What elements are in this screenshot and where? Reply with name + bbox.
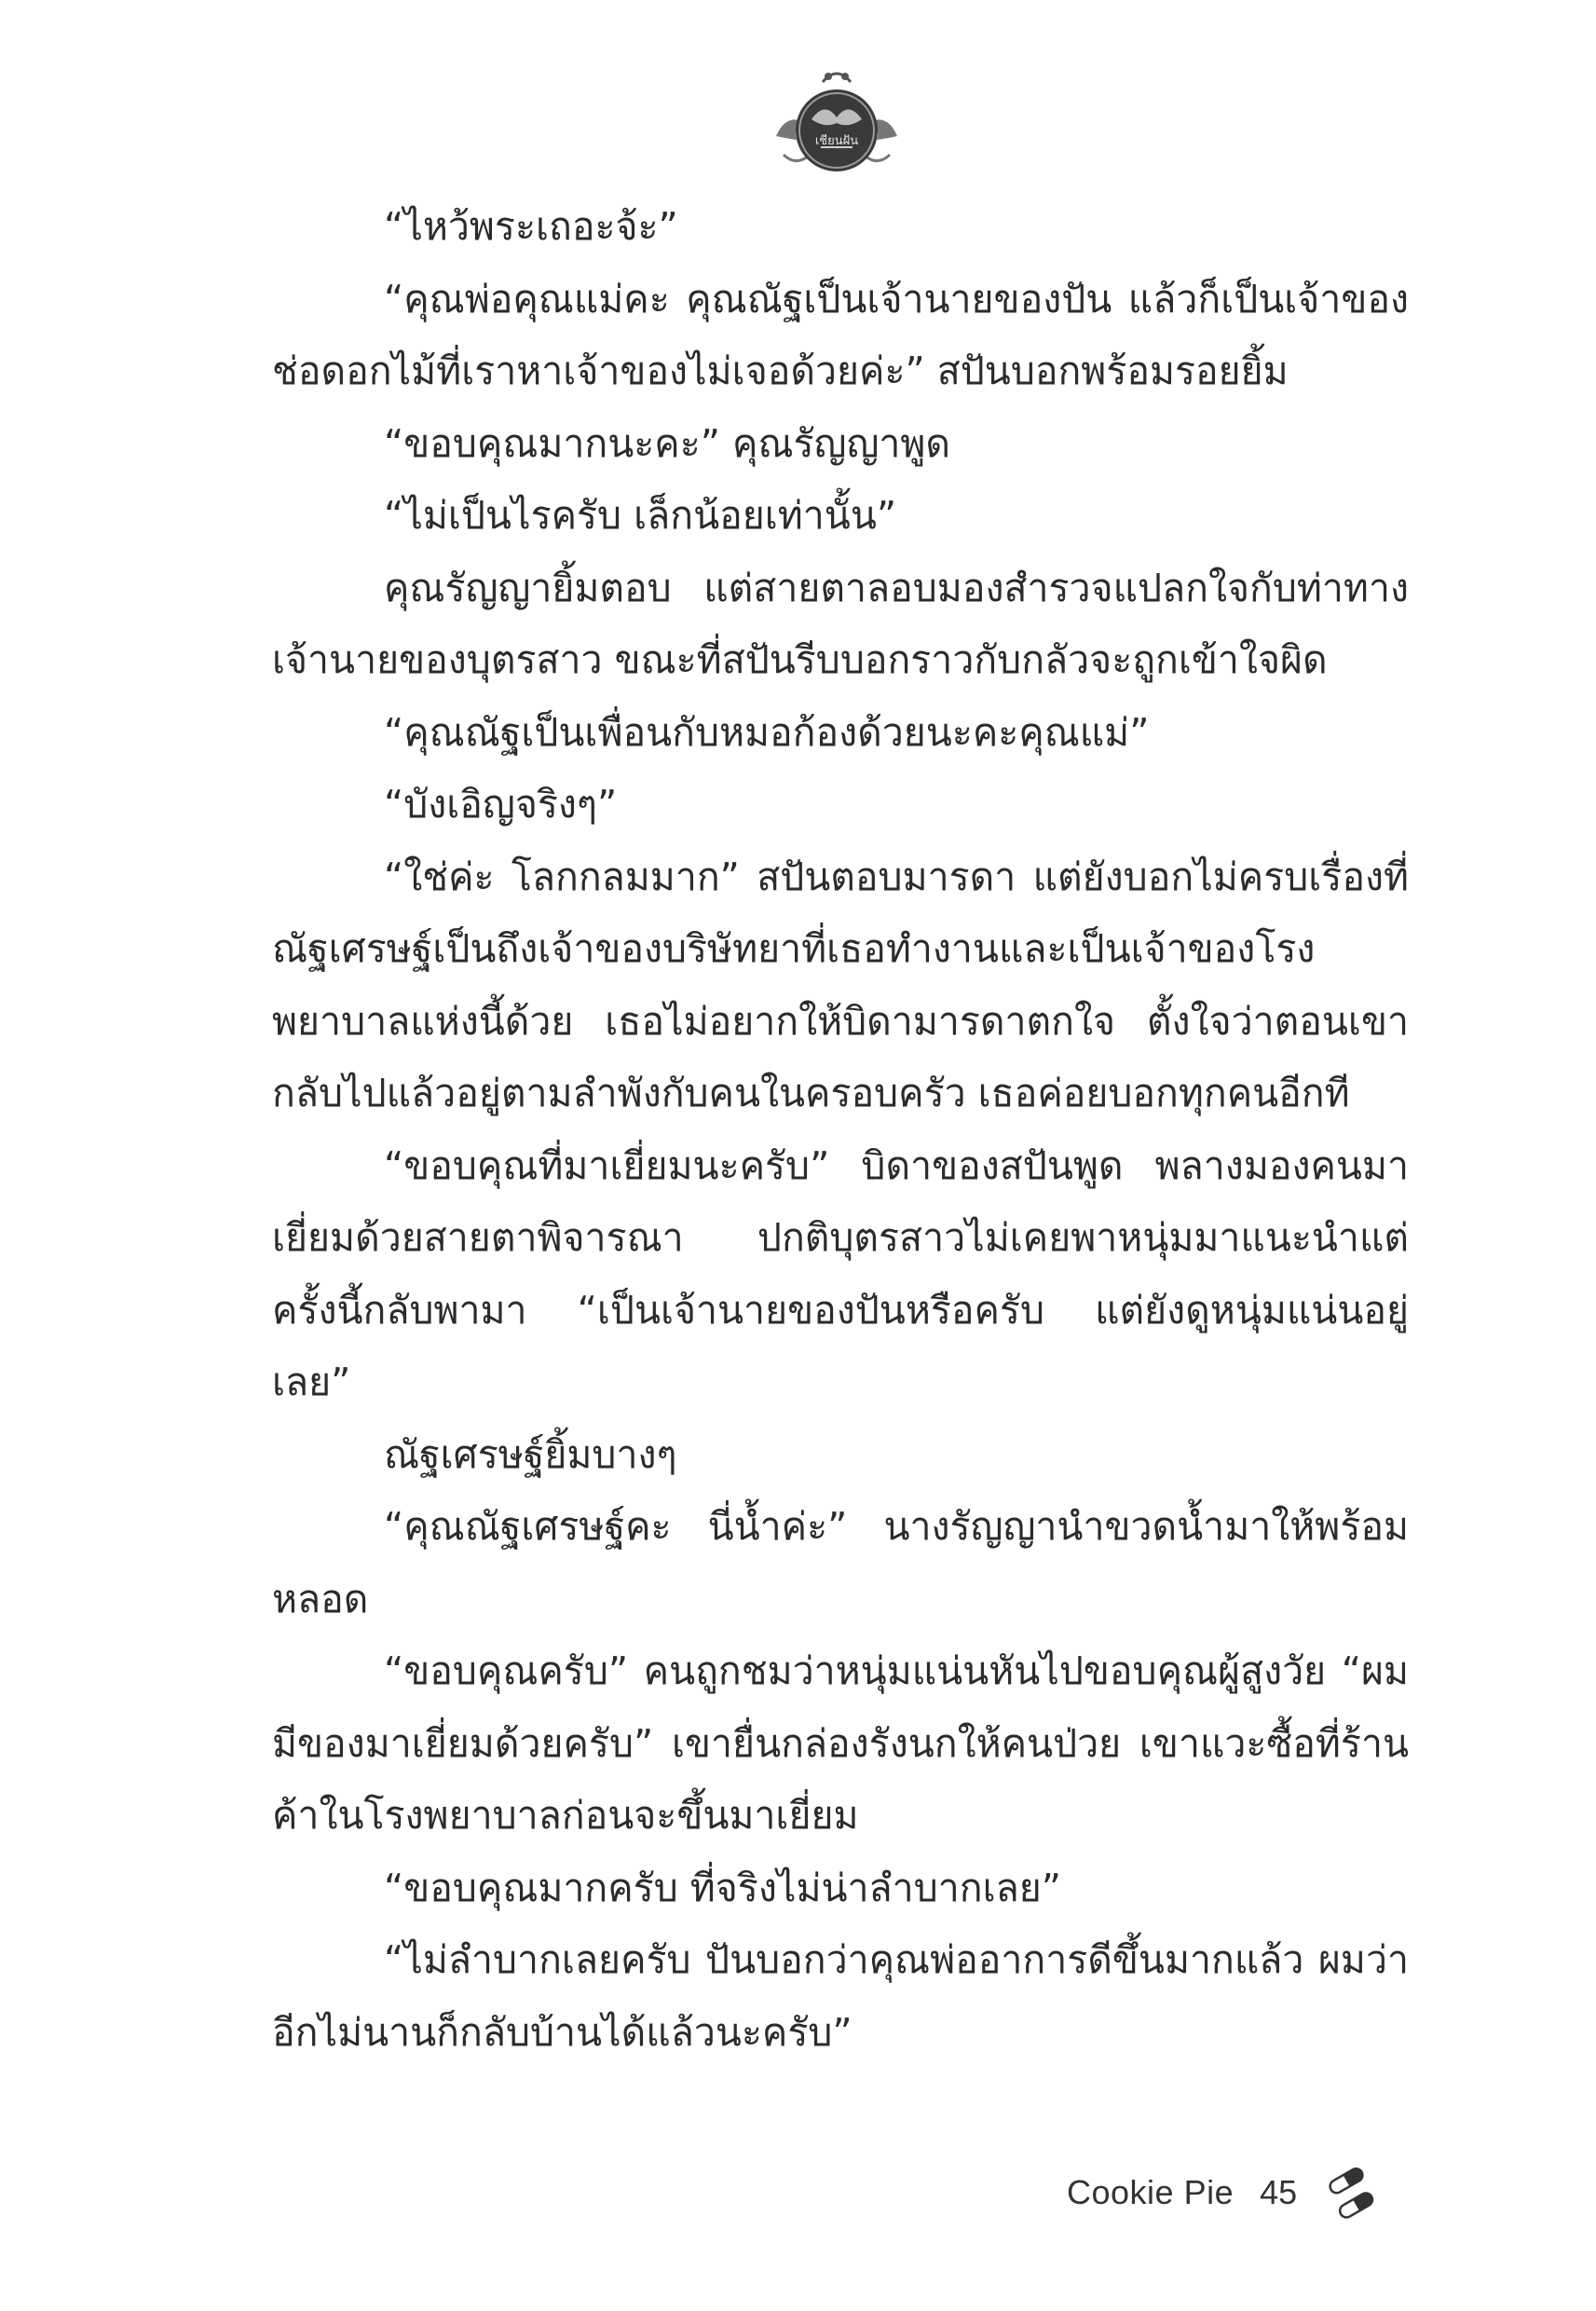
paragraph: “คุณณัฐเศรษฐ์คะ นี่น้ำค่ะ” นางรัญญานำขวดน้ำมาให้พร้อมหลอด [272,1504,1409,1621]
paragraph: “ขอบคุณมากนะคะ” คุณรัญญาพูด [384,420,951,466]
paragraph: “ขอบคุณมากครับ ที่จริงไม่น่าลำบากเลย” [384,1865,1061,1910]
book-title: Cookie Pie [1067,2173,1235,2211]
pills-icon [1325,2165,1390,2221]
paragraph: “ไม่เป็นไรครับ เล็กน้อยเท่านั้น” [384,493,897,538]
paragraph: “คุณพ่อคุณแม่คะ คุณณัฐเป็นเจ้านายของปัน แล้วก็เป็นเจ้าของช่อดอกไม้ที่เราหาเจ้าของไม่เจอด้วยค่ะ” สปันบอกพร้อมรอยยิ้ม [272,276,1409,393]
ornamental-badge-icon [767,63,907,185]
paragraph: “ใช่ค่ะ โลกกลมมาก” สปันตอบมารดา แต่ยังบอกไม่ครบเรื่องที่ณัฐเศรษฐ์เป็นถึงเจ้าของบริษัทยาที่เธอทำงานและเป็นเจ้าของโรงพยาบาลแห่งนี้ด้วย เธอไม่อยากให้บิดามารดาตกใจ ตั้งใจว่าตอนเขากลับไปแล้วอยู่ตามลำพังกับคนในครอบครัว เธอค่อยบอกทุกคนอีกที [272,854,1409,1115]
paragraph: “บังเอิญจริงๆ” [384,782,618,827]
paragraph: ณัฐเศรษฐ์ยิ้มบางๆ [384,1431,677,1477]
page-footer [1067,2160,1421,2225]
paragraph: “ขอบคุณที่มาเยี่ยมนะครับ” บิดาของสปันพูด พลางมองคนมาเยี่ยมด้วยสายตาพิจารณา ปกติบุตรสาวไม่เคยพาหนุ่มมาแนะนำแต่ครั้งนี้กลับพามา “เป็นเจ้านายของปันหรือครับ แต่ยังดูหนุ่มแน่นอยู่เลย” [272,1142,1409,1404]
svg-text:เชียนฝัน: เชียนฝัน [814,134,859,148]
header-logo [767,63,907,185]
body-text [272,191,1409,2069]
paragraph: “ไหว้พระเถอะจ้ะ” [384,204,678,249]
page-number: 45 [1260,2173,1298,2211]
paragraph: “คุณณัฐเป็นเพื่อนกับหมอก้องด้วยนะคะคุณแม่” [384,709,1150,755]
paragraph: “ขอบคุณครับ” คนถูกชมว่าหนุ่มแน่นหันไปขอบคุณผู้สูงวัย “ผมมีของมาเยี่ยมด้วยครับ” เขายื่นกล่องรังนกให้คนป่วย เขาแวะซื้อที่ร้านค้าในโรงพยาบาลก่อนจะขึ้นมาเยี่ยม [272,1648,1409,1838]
paragraph: “ไม่ลำบากเลยครับ ปันบอกว่าคุณพ่ออาการดีขึ้นมากแล้ว ผมว่าอีกไม่นานก็กลับบ้านได้แล้วนะครับ” [272,1937,1409,2055]
paragraph: คุณรัญญายิ้มตอบ แต่สายตาลอบมองสำรวจแปลกใจกับท่าทางเจ้านายของบุตรสาว ขณะที่สปันรีบบอกราวกับกลัวจะถูกเข้าใจผิด [272,565,1409,682]
